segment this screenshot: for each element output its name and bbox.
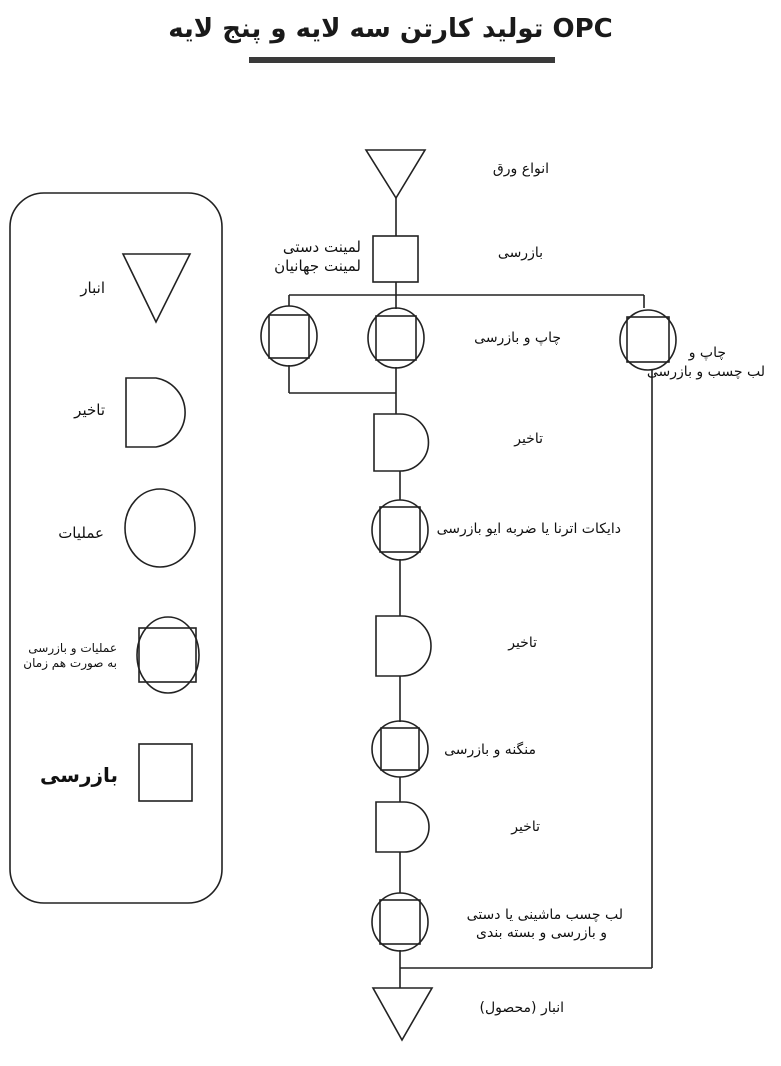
label-stitch: منگنه و بازرسی bbox=[444, 742, 536, 758]
storage-triangle-product bbox=[373, 988, 432, 1040]
label-product-storage: انبار (محصول) bbox=[479, 1000, 564, 1016]
combined-icon-print bbox=[368, 308, 424, 368]
legend-storage-icon bbox=[123, 254, 190, 322]
storage-triangle-top bbox=[366, 150, 425, 198]
label-delay-1: تاخیر bbox=[514, 431, 543, 447]
label-final-1: لب چسب ماشینی یا دستی bbox=[466, 907, 623, 923]
label-print-glue-1: چاپ و bbox=[688, 345, 726, 361]
legend-delay-icon bbox=[126, 378, 185, 447]
legend-combined-icon bbox=[137, 617, 199, 693]
label-lamination-2: لمینت جهانیان bbox=[274, 257, 361, 275]
combined-icon-stitch bbox=[372, 721, 428, 777]
legend-label-storage: انبار bbox=[80, 279, 105, 297]
legend-label-combined-1: عملیات و بازرسی bbox=[28, 641, 117, 655]
legend-label-operation: عملیات bbox=[58, 524, 104, 542]
legend-inspection-icon bbox=[139, 744, 192, 801]
legend-label-combined-2: به صورت هم زمان bbox=[23, 656, 117, 670]
inspection-square bbox=[373, 236, 418, 282]
label-print-inspect: چاپ و بازرسی bbox=[474, 330, 561, 346]
label-print-glue-2: لب چسب و بازرسی bbox=[646, 364, 765, 380]
delay-icon-2 bbox=[376, 616, 431, 676]
branch-lines bbox=[289, 295, 652, 968]
label-inspection: بازرسی bbox=[497, 245, 543, 261]
label-delay-3: تاخیر bbox=[511, 819, 540, 835]
label-paper-types: انواع ورق bbox=[492, 161, 549, 177]
delay-icon-3 bbox=[376, 802, 429, 852]
legend-label-delay: تاخیر bbox=[74, 401, 105, 419]
legend-operation-icon bbox=[125, 489, 195, 567]
label-lamination-1: لمینت دستی bbox=[282, 238, 361, 256]
delay-icon-1 bbox=[374, 414, 428, 471]
label-delay-2: تاخیر bbox=[508, 635, 537, 651]
label-final-2: و بازرسی و بسته بندی bbox=[476, 925, 607, 941]
combined-icon-lamination bbox=[261, 306, 317, 366]
legend-label-inspection: بازرسی bbox=[40, 763, 118, 787]
label-diecut: دایکات اترنا یا ضربه ایو بازرسی bbox=[436, 521, 621, 537]
combined-icon-diecut bbox=[372, 500, 428, 560]
page-title: OPC تولید کارتن سه لایه و پنج لایه bbox=[168, 14, 613, 44]
combined-icon-final bbox=[372, 893, 428, 951]
combined-icon-print-glue bbox=[620, 310, 676, 370]
